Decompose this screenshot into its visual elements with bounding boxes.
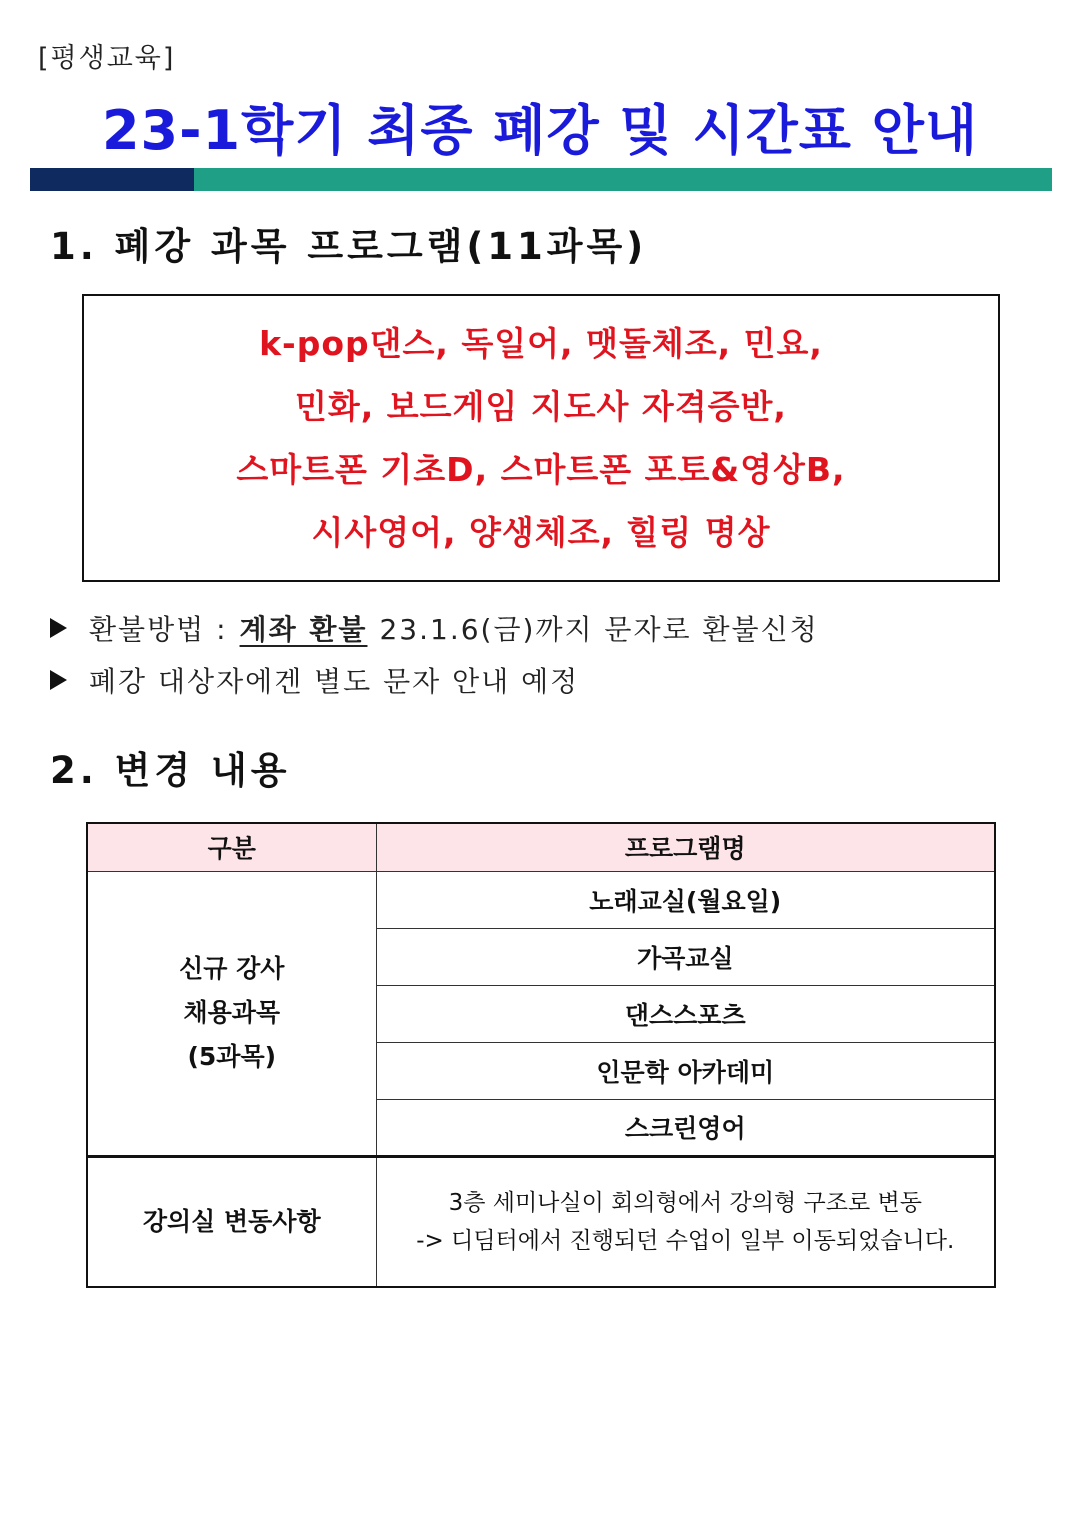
title-bar-dark-segment [30, 168, 194, 191]
cancellation-notice-text: 폐강 대상자에겐 별도 문자 안내 예정 [89, 665, 580, 698]
room-change-category-cell: 강의실 변동사항 [87, 1156, 376, 1287]
title-underline-bar [30, 168, 1052, 191]
program-name-cell: 가곡교실 [376, 928, 995, 985]
new-instructor-label-line: (5과목) [187, 1042, 277, 1071]
room-change-line: -> 디딤터에서 진행되던 수업이 일부 이동되었습니다. [416, 1227, 955, 1254]
refund-label: 환불방법 : [89, 613, 228, 646]
room-change-line: 3층 세미나실이 회의형에서 강의형 구조로 변동 [448, 1189, 922, 1216]
section-1-heading: 1. 폐강 과목 프로그램(11과목) [50, 225, 648, 268]
program-name-cell: 스크린영어 [376, 1099, 995, 1156]
title-bar-green-segment [194, 168, 1052, 191]
room-change-description-cell [376, 1156, 995, 1287]
cancelled-courses-line: 스마트폰 기초D, 스마트폰 포토&영상B, [236, 450, 846, 489]
new-instructor-label-line: 신규 강사 [179, 954, 285, 983]
table-row [87, 871, 995, 928]
refund-method: 계좌 환불 [239, 613, 368, 646]
header-program-name: 프로그램명 [376, 823, 995, 871]
page-title: 23-1학기 최종 폐강 및 시간표 안내 [101, 99, 979, 162]
new-instructor-category-cell [87, 871, 376, 1156]
cancelled-courses-line: k-pop댄스, 독일어, 맷돌체조, 민요, [259, 324, 823, 363]
table-row [87, 1156, 995, 1287]
refund-detail: 23.1.6(금)까지 문자로 환불신청 [379, 613, 819, 646]
program-name-cell: 인문학 아카데미 [376, 1042, 995, 1099]
changes-table [86, 822, 996, 1288]
cancellation-notice [50, 660, 579, 700]
section-2-heading: 2. 변경 내용 [50, 749, 291, 792]
program-name-cell: 노래교실(월요일) [376, 871, 995, 928]
header-category: 구분 [87, 823, 376, 871]
cancelled-courses-line: 시사영어, 양생체조, 힐링 명상 [311, 513, 771, 552]
refund-note [50, 608, 819, 648]
table-header-row [87, 823, 995, 871]
cancelled-courses-box [82, 294, 1000, 582]
program-name-cell: 댄스스포츠 [376, 985, 995, 1042]
category-tag: [평생교육] [38, 43, 176, 74]
triangle-bullet-icon [50, 670, 67, 690]
cancelled-courses-line: 민화, 보드게임 지도사 자격증반, [295, 387, 787, 426]
new-instructor-label-line: 채용과목 [183, 998, 281, 1027]
triangle-bullet-icon [50, 618, 67, 638]
